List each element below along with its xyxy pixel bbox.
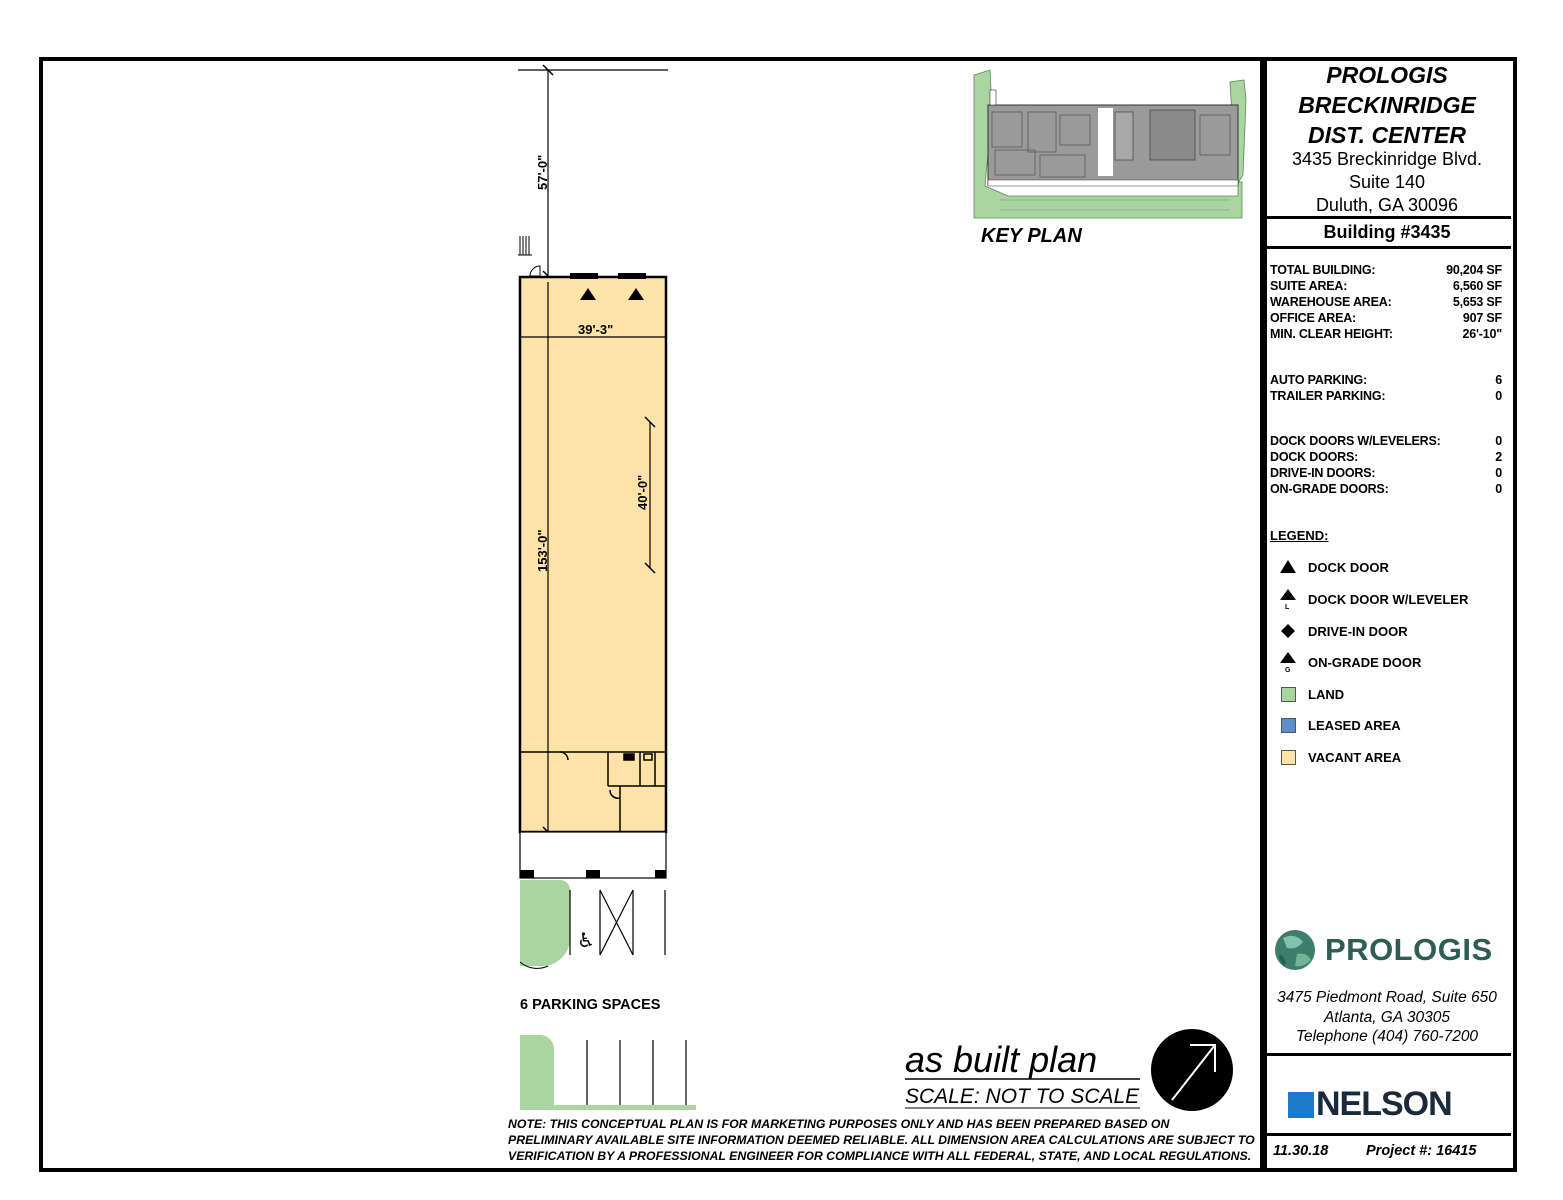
triangle-L-icon — [1278, 589, 1298, 609]
stat-on-grade-doors: ON-GRADE DOORS: 0 — [1270, 482, 1502, 496]
stat-dock-doors: DOCK DOORS: 2 — [1270, 450, 1502, 464]
parking-spaces-label: 6 PARKING SPACES — [520, 997, 661, 1013]
stat-suite-area: SUITE AREA: 6,560 SF — [1270, 279, 1502, 293]
company-address: 3475 Piedmont Road, Suite 650 Atlanta, GA 30305 Telephone (404) 760-7200 — [1277, 989, 1497, 1045]
stair-hatch — [518, 236, 532, 255]
legend-vacant-area: VACANT AREA — [1278, 747, 1503, 767]
triangle-G-icon — [1278, 652, 1298, 672]
project-title: PROLOGIS BRECKINRIDGE DIST. CENTER — [1298, 62, 1476, 148]
dim-153-label: 153'-0" — [535, 529, 550, 572]
stat-office-area: OFFICE AREA: 907 SF — [1270, 311, 1502, 325]
key-plan — [974, 70, 1246, 218]
prologis-logo: PROLOGIS — [1273, 928, 1493, 972]
north-arrow-icon — [1151, 1029, 1233, 1111]
stat-drive-in-doors: DRIVE-IN DOORS: 0 — [1270, 466, 1502, 480]
key-plan-label: KEY PLAN — [981, 225, 1082, 247]
triangle-icon — [1278, 557, 1298, 577]
legend-on-grade-door: G ON-GRADE DOOR — [1278, 652, 1503, 672]
plan-title: as built plan — [905, 1039, 1098, 1080]
building-number: Building #3435 — [1323, 222, 1451, 242]
nelson-square-icon — [1288, 1092, 1314, 1118]
scale-label: SCALE: NOT TO SCALE — [905, 1085, 1140, 1108]
dim-40-label: 40'-0" — [635, 474, 650, 510]
land-island — [520, 880, 570, 966]
stat-trailer-parking: TRAILER PARKING: 0 — [1270, 389, 1502, 403]
prologis-globe-icon — [1273, 928, 1319, 972]
vacant-swatch — [1278, 747, 1298, 767]
leased-swatch — [1278, 715, 1298, 735]
project-number: Project #: 16415 — [1366, 1143, 1477, 1159]
diamond-icon — [1278, 621, 1298, 641]
stat-total-building: TOTAL BUILDING: 90,204 SF — [1270, 263, 1502, 277]
stat-warehouse-area: WAREHOUSE AREA: 5,653 SF — [1270, 295, 1502, 309]
dim-width-label: 39'-3" — [578, 322, 614, 337]
svg-text:G: G — [1285, 667, 1291, 672]
land-swatch — [1278, 684, 1298, 704]
stat-clear-height: MIN. CLEAR HEIGHT: 26'-10" — [1270, 327, 1502, 341]
svg-text:L: L — [1285, 604, 1290, 609]
legend-leased-area: LEASED AREA — [1278, 715, 1503, 735]
accessible-parking-icon: ♿ — [577, 928, 595, 952]
legend-land: LAND — [1278, 684, 1503, 704]
legend-dock-door-leveler: L DOCK DOOR W/LEVELER — [1278, 589, 1503, 609]
project-address: 3435 Breckinridge Blvd. Suite 140 Duluth, GA 30096 — [1291, 149, 1483, 215]
nelson-logo: NELSON — [1288, 1085, 1452, 1124]
legend-dock-door: DOCK DOOR — [1278, 557, 1503, 577]
legend-heading: LEGEND: — [1270, 528, 1329, 543]
stat-auto-parking: AUTO PARKING: 6 — [1270, 373, 1502, 387]
dim-57-label: 57'-0" — [535, 154, 550, 190]
stat-dock-doors-levelers: DOCK DOORS W/LEVELERS: 0 — [1270, 434, 1502, 448]
land-lower — [520, 1035, 696, 1110]
legend-drive-in-door: DRIVE-IN DOOR — [1278, 621, 1503, 641]
disclaimer-note: NOTE: THIS CONCEPTUAL PLAN IS FOR MARKETING PURPOSES ONLY AND HAS BEEN PREPARED BASED ON PRELIMINARY AVAILABLE SITE INFORMATION DEEMED RELIABLE. ALL DIMENSION AREA CALCULATIONS ARE SUBJECT TO VERIFICATION BY A PROFESSIONAL ENGINEER FOR COMPLIANCE WITH ALL FEDERAL, STATE, AND LOCAL REGULATIONS. — [508, 1117, 1255, 1163]
plan-date: 11.30.18 — [1273, 1143, 1329, 1159]
